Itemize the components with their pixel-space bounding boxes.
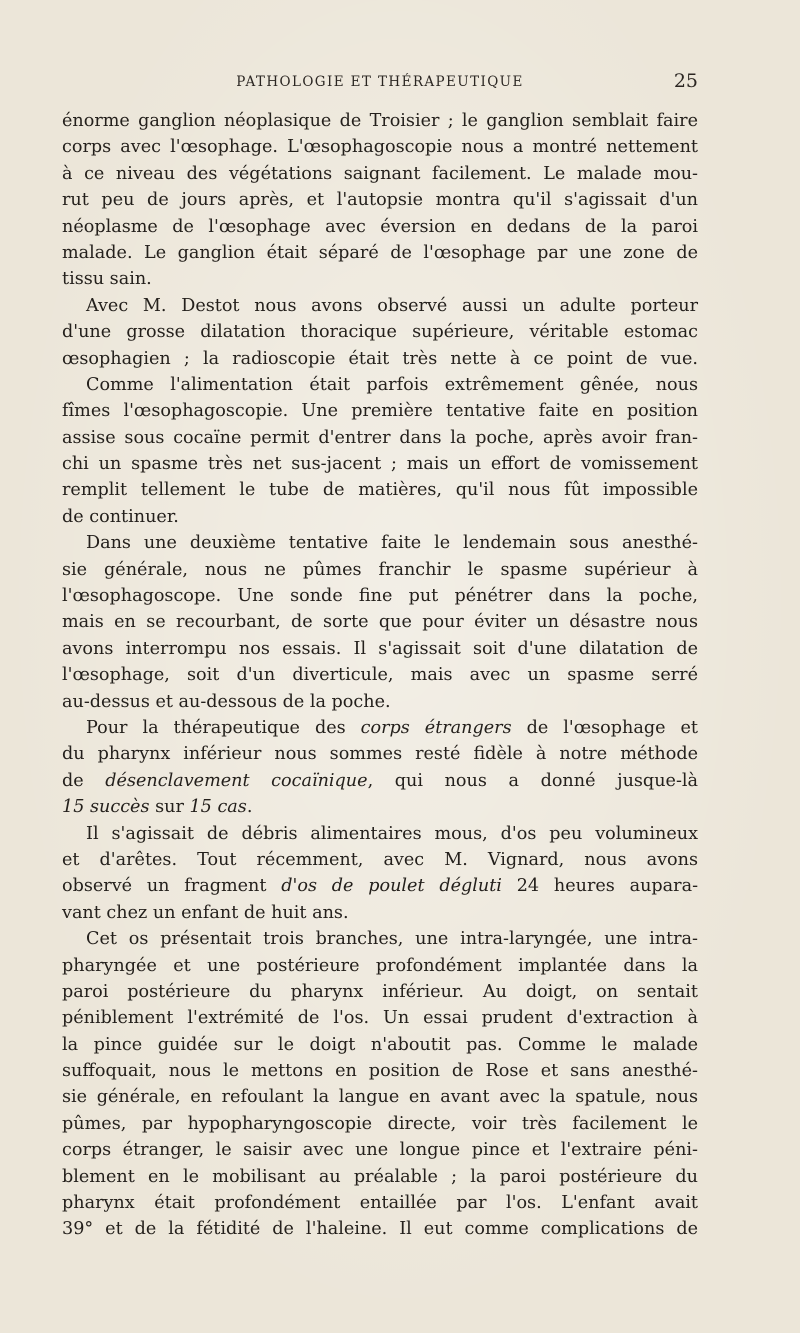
text-line: Comme l'alimentation était parfois extrêmement gênée, nous [86,374,698,395]
text-line: à ce niveau des végétations saignant facilement. Le malade mou- [62,163,698,184]
body-text [62,108,698,1243]
italic-term: désenclavement cocaïnique [105,770,368,791]
text-line: malade. Le ganglion était séparé de l'œsophage par une zone de [62,242,698,263]
text-line: corps avec l'œsophage. L'œsophagoscopie nous a montré nettement [62,137,698,158]
text-line: blement en le mobilisant au préalable ; la paroi postérieure du [62,1166,698,1187]
text-line: remplit tellement le tube de matières, qu'il nous fût impossible [62,480,698,501]
text-line: pharyngée et une postérieure profondément implantée dans la [62,955,698,976]
text-line: chi un spasme très net sus-jacent ; mais un effort de vomissement [62,454,698,475]
text-line: tissu sain. [62,269,152,290]
running-title: PATHOLOGIE ET THÉRAPEUTIQUE [236,74,524,90]
text-run: de l'œsophage et [511,717,698,738]
text-line: 39° et de la fétidité de l'haleine. Il eut comme complications de [62,1219,698,1240]
text-run: observé un fragment [62,876,282,897]
text-line [62,768,698,794]
text-line: paroi postérieure du pharynx inférieur. Au doigt, on sentait [62,981,698,1002]
text-line: du pharynx inférieur nous sommes resté fidèle à notre méthode [62,744,698,765]
page-number: 25 [673,70,698,92]
text-line: Dans une deuxième tentative faite le lendemain sous anesthé- [86,533,698,554]
text-line: avons interrompu nos essais. Il s'agissait soit d'une dilatation de [62,638,698,659]
text-run: , qui nous a donné jusque-là [367,770,698,791]
text-run: Pour la thérapeutique des [86,717,361,738]
text-line [62,715,698,741]
text-line: œsophagien ; la radioscopie était très nette à ce point de vue. [62,348,698,369]
text-line: au-dessus et au-dessous de la poche. [62,691,391,712]
text-line: sie générale, nous ne pûmes franchir le spasme supérieur à [62,559,698,580]
text-line: la pince guidée sur le doigt n'aboutit pas. Comme le malade [62,1034,698,1055]
text-line: énorme ganglion néoplasique de Troisier ; le ganglion semblait faire [62,111,698,131]
text-line [62,794,698,820]
italic-term: corps étrangers [360,717,512,738]
text-line: sie générale, en refoulant la langue en avant avec la spatule, nous [62,1087,698,1108]
text-line: rut peu de jours après, et l'autopsie montra qu'il s'agissait d'un [62,190,698,211]
text-run: de [62,770,106,791]
text-line: de continuer. [62,506,179,527]
text-line: suffoquait, nous le mettons en position de Rose et sans anesthé- [62,1061,698,1082]
text-line: Cet os présentait trois branches, une intra-laryngée, une intra- [86,929,698,950]
italic-term: d'os de poulet dégluti [281,876,502,897]
text-run: 24 heures aupara- [501,876,699,897]
text-line: d'une grosse dilatation thoracique supérieure, véritable estomac [62,322,698,343]
text-line: fîmes l'œsophagoscopie. Une première tentative faite en position [62,401,698,422]
italic-term: 15 cas [189,797,247,818]
text-line: l'œsophagoscope. Une sonde fine put pénétrer dans la poche, [62,586,698,607]
text-line: péniblement l'extrémité de l'os. Un essai prudent d'extraction à [62,1008,698,1029]
text-line: Avec M. Destot nous avons observé aussi un adulte porteur [86,295,698,316]
text-line: et d'arêtes. Tout récemment, avec M. Vignard, nous avons [62,849,698,870]
text-line: corps étranger, le saisir avec une longue pince et l'extraire péni- [62,1140,698,1161]
text-line: l'œsophage, soit d'un diverticule, mais avec un spasme serré [62,665,698,686]
text-line: mais en se recourbant, de sorte que pour éviter un désastre nous [62,612,698,633]
text-line: néoplasme de l'œsophage avec éversion en dedans de la paroi [62,216,698,237]
text-run: sur [149,797,190,818]
italic-term: 15 succès [62,797,150,818]
text-line: Il s'agissait de débris alimentaires mous, d'os peu volumineux [86,823,698,844]
page-header [62,70,698,94]
text-line: pûmes, par hypopharyngoscopie directe, voir très facilement le [62,1113,698,1134]
text-line: vant chez un enfant de huit ans. [62,902,349,923]
text-run: . [246,797,253,818]
text-line [62,873,698,899]
text-line: pharynx était profondément entaillée par l'os. L'enfant avait [62,1193,698,1214]
text-line: assise sous cocaïne permit d'entrer dans la poche, après avoir fran- [62,427,698,448]
